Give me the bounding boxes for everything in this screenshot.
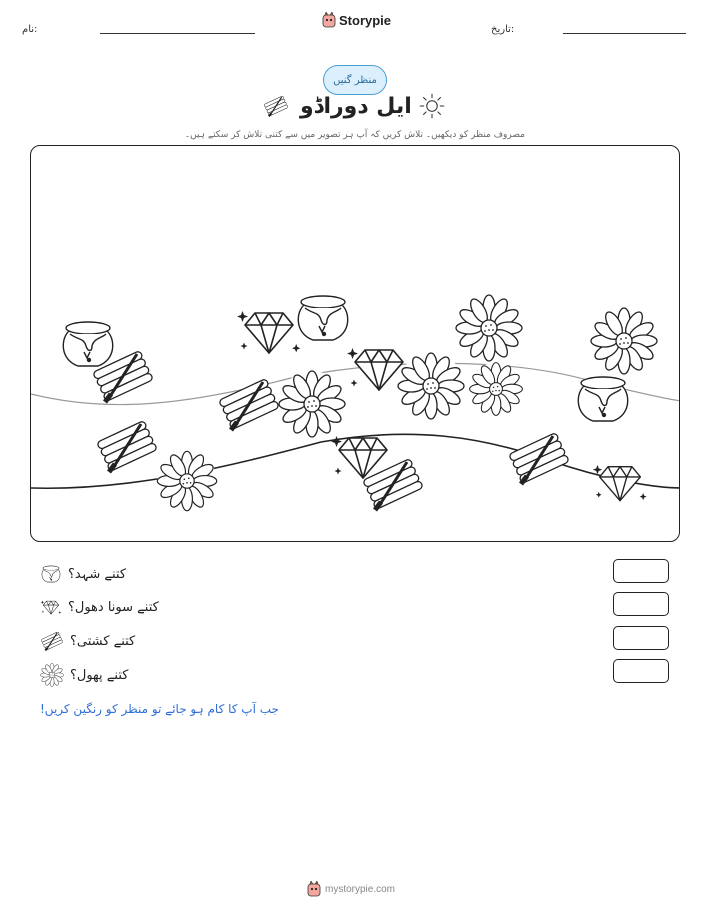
site-url[interactable]: mystorypie.com: [325, 883, 396, 895]
flower-7: [631, 341, 632, 342]
page-title: ایل دوراڈو: [300, 94, 412, 119]
storypie-logo: [322, 12, 391, 28]
raft-icon: [260, 94, 292, 118]
question-flower: [40, 663, 128, 687]
coloring-note: جب آپ کا کام ہو جائے تو منظر کو رنگین کریں!: [40, 702, 279, 716]
date-line[interactable]: [563, 33, 686, 34]
honey-pot-1: [63, 322, 112, 366]
scene-illustration: [31, 146, 680, 542]
flower-2: [591, 308, 657, 374]
flower-1: [456, 295, 522, 361]
logo-text: Storypie: [339, 12, 392, 28]
seek-and-find-scene: [30, 145, 680, 542]
raft-3: [97, 421, 158, 472]
flower-icon: [40, 663, 64, 687]
storypie-mascot-icon: [307, 881, 321, 897]
raft-icon: [40, 630, 64, 652]
question-gold-dust-label: کتنے سونا دھول؟: [68, 599, 159, 615]
storypie-mascot-icon: [322, 12, 336, 28]
flower-4: [398, 353, 464, 419]
question-gold-dust: [40, 596, 159, 618]
gem-4: [593, 465, 647, 501]
question-honey-label: کتنے شہد؟: [68, 566, 127, 582]
question-boat-label: کتنے کشتی؟: [70, 633, 136, 649]
flower-6: [157, 451, 216, 510]
raft-2: [219, 379, 280, 430]
site-footer: [307, 881, 395, 897]
question-flower-label: کتنے پھول؟: [70, 667, 129, 683]
gem-1: [237, 311, 300, 353]
honey-pot-2: [298, 296, 347, 340]
gem-icon: [40, 596, 62, 618]
raft-5: [509, 433, 570, 484]
sun-icon: [418, 92, 446, 120]
question-honey: [40, 563, 126, 585]
flower-3: [279, 371, 345, 437]
name-line[interactable]: [100, 33, 255, 34]
honey-pot-icon: [40, 563, 62, 585]
name-label: نام:: [22, 24, 38, 35]
answer-box-honey[interactable]: [613, 559, 669, 583]
answer-box-flower[interactable]: [613, 659, 669, 683]
answer-box-gold-dust[interactable]: [613, 592, 669, 616]
answer-box-boat[interactable]: [613, 626, 669, 650]
flower-5: [470, 363, 523, 416]
honey-pot-3: [578, 377, 627, 421]
date-label: تاریخ:: [491, 24, 515, 35]
instructions: مصروف منظر کو دیکھیں۔ تلاش کریں کہ آپ ہر تصویر میں سے کتنی تلاش کر سکتے ہیں۔: [184, 130, 525, 140]
question-boat: [40, 630, 135, 652]
category-badge: منظر گنیں: [323, 65, 387, 95]
